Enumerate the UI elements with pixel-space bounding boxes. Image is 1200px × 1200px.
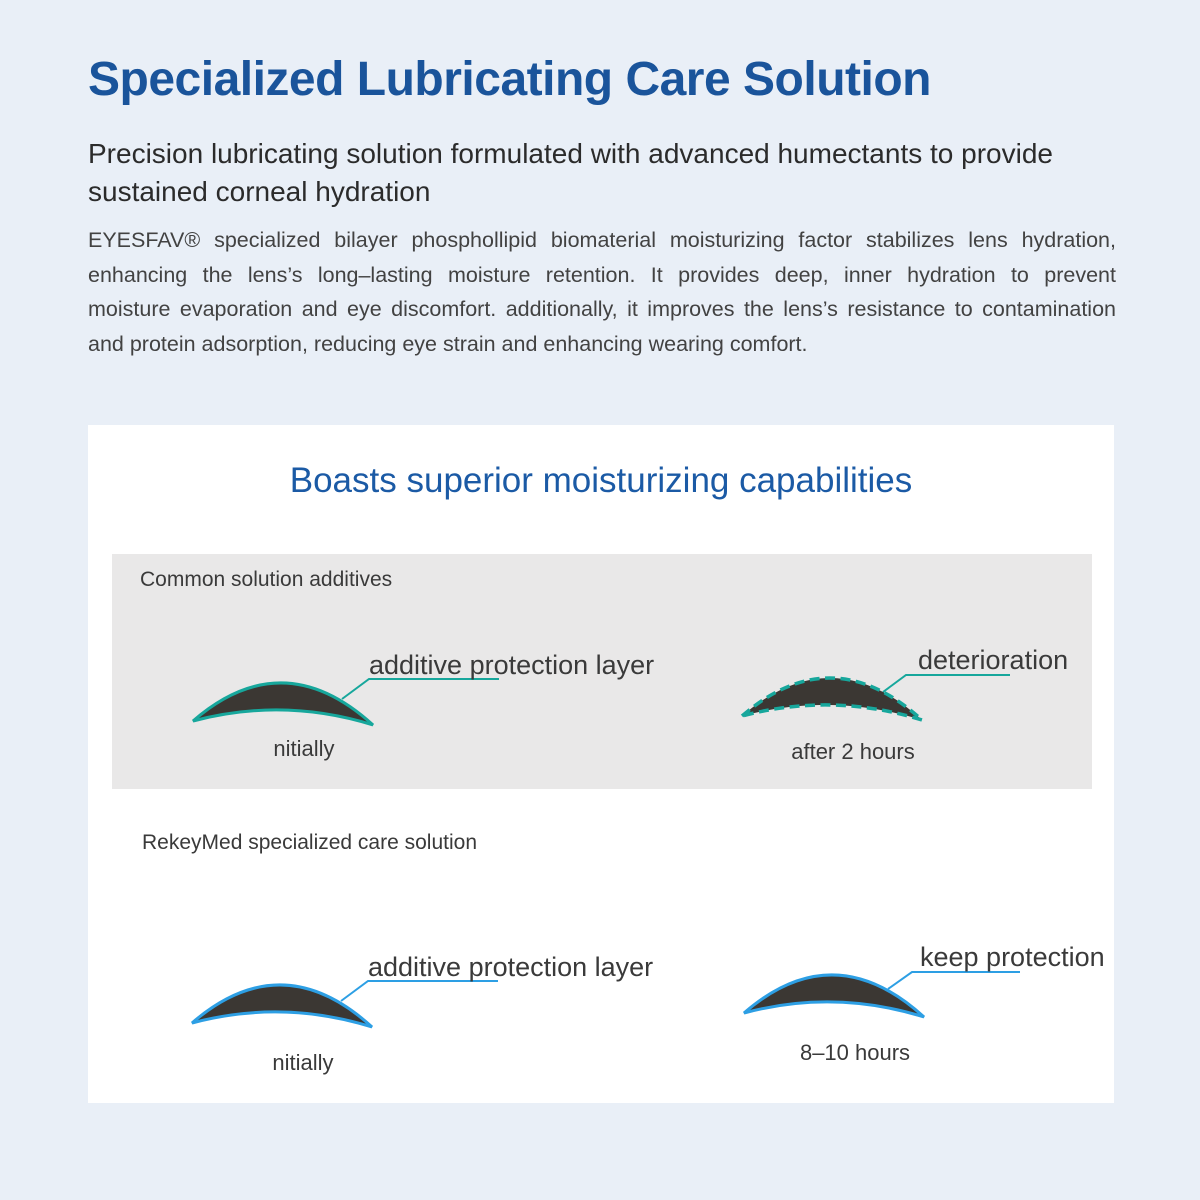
diagram-caption: nitially — [272, 1050, 334, 1075]
diagram-label: keep protection — [920, 942, 1105, 972]
rekeymed-panel-label: RekeyMed specialized care solution — [142, 831, 478, 854]
body-line: EYESFAV® specialized bilayer phosphollipid biomaterial moisturizing factor stabilizes lens hydration, — [88, 228, 1116, 252]
leader-line — [888, 972, 1020, 989]
body-line: enhancing the lens’s long–lasting moisture retention. It provides deep, inner hydration to prevent — [88, 262, 1116, 287]
diagram-caption: after 2 hours — [791, 739, 915, 764]
contact-lens-icon — [192, 985, 372, 1027]
subtitle-line: Precision lubricating solution formulated with advanced humectants to provide — [88, 138, 1053, 169]
feature-card — [88, 425, 1114, 1103]
subtitle-line: sustained corneal hydration — [88, 176, 431, 207]
lens-diagram-common-after-2-hours — [728, 645, 1200, 770]
body-line: and protein adsorption, reducing eye strain and enhancing wearing comfort. — [88, 331, 808, 356]
leader-line — [341, 981, 498, 1001]
page-subtitle — [88, 135, 1053, 211]
diagram-label: additive protection layer — [369, 650, 655, 680]
common-panel-label: Common solution additives — [140, 568, 393, 591]
body-paragraph — [88, 223, 1116, 361]
leader-line — [342, 679, 499, 699]
contact-lens-icon — [744, 975, 924, 1017]
card-heading: Boasts superior moisturizing capabilities — [289, 461, 913, 500]
diagram-caption: 8–10 hours — [799, 1040, 911, 1065]
page-title: Specialized Lubricating Care Solution — [88, 53, 931, 106]
diagram-label: additive protection layer — [368, 952, 654, 982]
lens-diagram-common-initial — [179, 650, 659, 775]
lens-diagram-rekeymed-8-10-hours — [730, 942, 1200, 1067]
leader-line — [883, 675, 1010, 692]
body-line: moisture evaporation and eye discomfort. additionally, it improves the lens’s resistance to contamination — [88, 297, 1116, 321]
lens-diagram-rekeymed-initial — [178, 952, 658, 1077]
diagram-label: deterioration — [918, 645, 1069, 675]
diagram-caption: nitially — [273, 736, 335, 761]
contact-lens-icon — [193, 683, 373, 725]
